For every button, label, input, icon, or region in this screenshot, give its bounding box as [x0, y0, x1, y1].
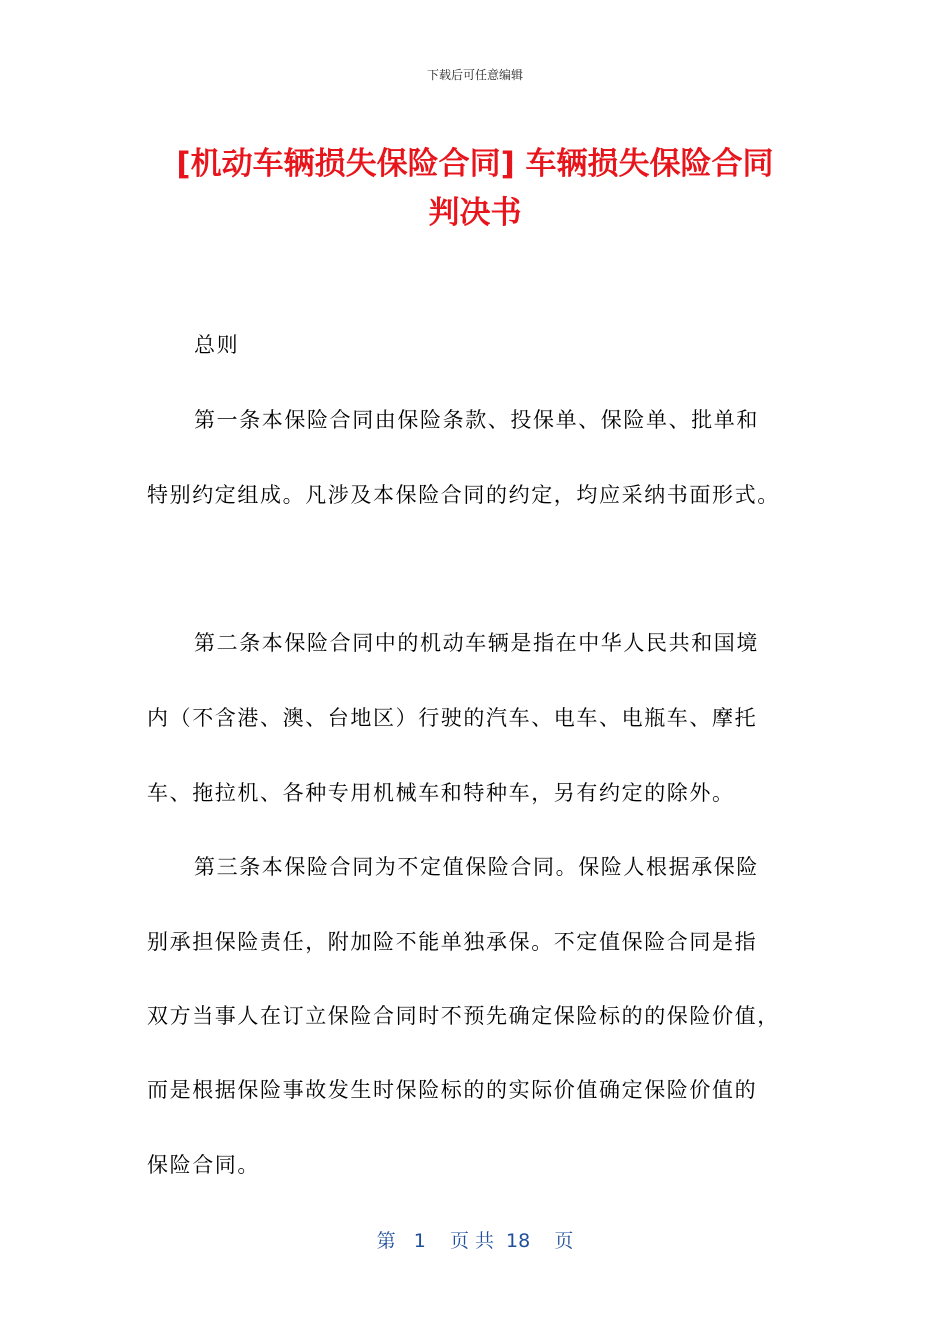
- article-3-line-2: 别承担保险责任，附加险不能单独承保。不定值保险合同是指: [147, 930, 758, 954]
- article-3-line-1: 第三条本保险合同为不定值保险合同。保险人根据承保险: [194, 855, 759, 879]
- title-line-2: 判决书: [428, 195, 522, 231]
- article-3-line-3: 双方当事人在订立保险合同时不预先确定保险标的的保险价值，: [147, 1004, 780, 1028]
- article-3-line-4: 而是根据保险事故发生时保险标的的实际价值确定保险价值的: [147, 1078, 758, 1102]
- article-1-line-2: 特别约定组成。凡涉及本保险合同的约定，均应采纳书面形式。: [147, 483, 780, 507]
- page-number-footer: 第 1 页 共 18 页: [376, 1230, 574, 1252]
- article-2-line-1: 第二条本保险合同中的机动车辆是指在中华人民共和国境: [194, 631, 759, 655]
- article-1-line-1: 第一条本保险合同由保险条款、投保单、保险单、批单和: [194, 408, 759, 432]
- section-heading: 总则: [194, 333, 240, 357]
- article-2-line-3: 车、拖拉机、各种专用机械车和特种车，另有约定的除外。: [147, 781, 735, 805]
- title-line-1: [机动车辆损失保险合同] 车辆损失保险合同: [176, 146, 774, 182]
- article-3-line-5: 保险合同。: [147, 1153, 260, 1177]
- document-title: [100, 140, 850, 238]
- header-note: 下载后可任意编辑: [426, 68, 523, 82]
- article-2-line-2: 内（不含港、澳、台地区）行驶的汽车、电车、电瓶车、摩托: [147, 706, 758, 730]
